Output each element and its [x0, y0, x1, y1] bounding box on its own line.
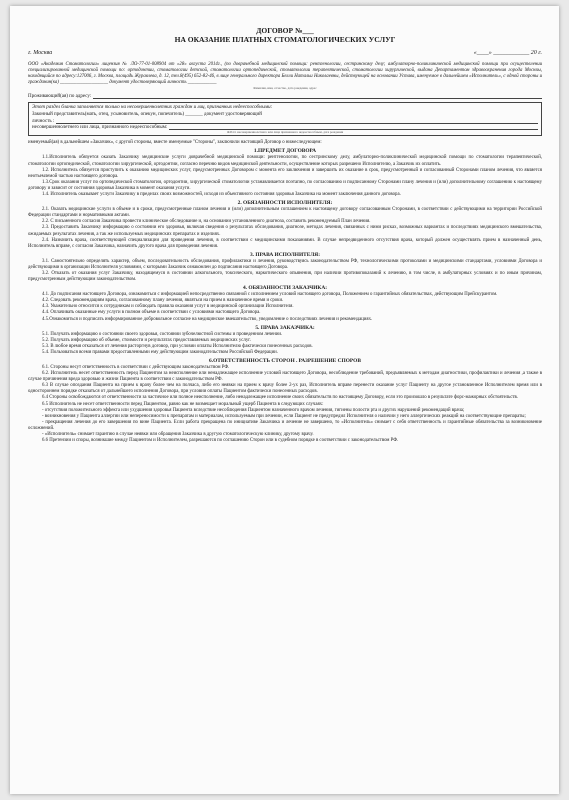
- clause-paragraph: 4.3. Уважительно относится к сотрудникам и соблюдать правила оказания услуг в медицинской организации Исполнителя.: [42, 304, 294, 310]
- place-date-row: [28, 50, 542, 56]
- clause-paragraph: 3.1. Самостоятельно определять характер, объем, последовательность обследования, профилактики и лечения, руководствуясь законодательством РФ, технологическими протоколами и медицинскими стандартами, условиями Договора и действующими в организации Исполнителя условиями, с которыми Заказчик ознакомлен до подписания настоящего Договора.: [28, 258, 542, 270]
- representative-box: [28, 102, 542, 136]
- clause-paragraph: 4.4. Оплачивать оказанные ему услуги в полном объеме в соответствии с условиями настоящего Договора.: [42, 310, 261, 316]
- clause-paragraph: 6.2. Исполнитель несет ответственность перед Пациентом за неисполнение или ненадлежащее исполнение условий настоящего Договора, несоблюдение требований, предъявляемых к методам диагностики, профилактики и лечения ,а также в случае причинения вреда здоровью и жизни Пациента в соответствии с законодательством РФ.: [28, 371, 542, 383]
- fio-hint: Фамилия, имя, отчество, дата рождения, адрес: [253, 86, 317, 91]
- clause-paragraph: 5.4. Пользоваться всеми правами предоставленными ему действующим законодательством Российской Федерации.: [42, 349, 278, 355]
- clause-paragraph: 4.5.Ознакомиться и подписать информированное добровольное согласие на медицинское вмешательство, уведомление о последствиях лечения и рекомендациях.: [42, 316, 373, 322]
- contract-date: «____» ____________ 20 г.: [473, 50, 542, 56]
- clause-paragraph: 2.1. Оказать медицинские услуги в объеме и в сроки, предусмотренные планом лечения и (или) дополнительным соглашением к настоящему договору согласованным Сторонами, в соответствии с действующими на территории Российской Федерации стандартами и нормативными актами.: [28, 207, 542, 219]
- address-row: [28, 93, 542, 99]
- section-title: 3. ПРАВА ИСПОЛНИТЕЛЯ:: [249, 251, 320, 258]
- clause-paragraph: 5.2. Получать информацию об объеме, стоимости и результатах предоставляемых медицинских услуг.: [42, 337, 251, 343]
- address-line: [93, 93, 542, 99]
- intro-paragraph: ООО «Академия Стоматологии» лицензия № ЛО-77-01-008904 от «28» августа 2014г., (по доврачебной медицинской помощи: рентгенологии, сестринскому делу; амбулаторно-поликлинической медицинской помощи при осуществлении специализированной медицинской помощи по: ортодонтии, стоматологии детской, стоматологии ортопедической, стоматологии терапевтической, стоматологии хирургической, выдана Департаментом здравоохранения города Москвы, находящийся по адресу:127006, г. Москва, площадь Журавлева, д. 12, тел.8(495) 652-82-46, в лице генерального директора Белли Натальи Николаевны, действующей на основании Устава, именуемое в дальнейшем «Исполнитель», с одной стороны и гражданин(ка) ____________________ документ удостоверяющий личность ____________: [28, 62, 542, 86]
- box-line-2: личность :: [32, 119, 55, 125]
- city: г. Москва: [28, 50, 53, 56]
- clause-paragraph: 2.3. Предоставить Заказчику информацию о состоянии его здоровья, включая сведения о результатах обследования, диагнозе, методах лечения, связанных с ними рисках, возможных вариантах и последствиях медицинского вмешательства, ожидаемых результатах лечения, а так же используемых медицинских препаратах и изделиях.: [28, 225, 542, 237]
- clause-paragraph: 6.3 В случае опоздания Пациента на прием к врачу более чем на полчаса, либо его неявки на прием к врачу более 2-ух раз, Исполнитель вправе перенести оказание услуг Пациенту на другое установленное Исполнителем время или в одностороннем порядке отказаться от дальнейшего исполнения Договора, при условии оплаты Пациентом фактически понесенных расходов.: [28, 383, 542, 395]
- box-line-3: несовершеннолетнего или лица, признанного недееспособным:: [32, 125, 168, 131]
- clause-paragraph: 1.3.Срок оказания услуг по ортопедической стоматологии, ортодонтии, хирургической стоматологии устанавливается поэтапно, по согласованию и подписанному Сторонами плану лечения и (или) дополнительному соглашению к настоящему договору и зависит от состояния здоровья Заказчика в момент оказания услуги.: [28, 179, 542, 191]
- clause-paragraph: 6.4 Стороны освобождаются от ответственности за частичное или полное неисполнение, либо ненадлежащее исполнение своих обязательств по настоящему Договору, если это произошло в результате форс-мажорных обстоятельств.: [42, 395, 519, 401]
- clause-paragraph: 4.1. До подписания настоящего Договора, ознакомиться с информацией непосредственно связанной с исполнением условий настоящего договора, Положением о гарантийных обязательствах, действующим Прейскурантом.: [42, 292, 498, 298]
- clause-paragraph: - прекращения лечения до его завершения по вине Пациента. Если работа прекращена по инициативе Заказчика и лечение не завершено, то «Исполнитель» снимает с себя ответственность и гарантийные обязательства за возникновение осложнений.: [28, 419, 542, 431]
- clause-paragraph: 2.4. Назначить врача, соответствующей специализации для проведения лечения, в соответствии с медицинскими показаниями. В случае непредвиденного отсутствия врача, который должен осуществлять прием в назначенный день, Исполнитель вправе, с согласия Заказчика, назначить другого врача для проведения лечения.: [28, 237, 542, 249]
- section-title: 4. ОБЯЗАННОСТИ ЗАКАЗЧИКА:: [242, 285, 328, 292]
- section-title: 6.ОТВЕТСТВЕННОСТЬ СТОРОН . РАЗРЕШЕНИЕ СПОРОВ: [209, 358, 361, 364]
- document-body: [28, 26, 542, 444]
- box-line-1: Законный представитель(мать, отец, усыновитель, опекун, попечитель) _______ документ удостоверяющий: [32, 112, 262, 118]
- contract-subtitle: НА ОКАЗАНИЕ ПЛАТНЫХ СТОМАТОЛОГИЧЕСКИХ УСЛУГ: [174, 35, 396, 44]
- clause-paragraph: 3.2. Отказать от оказания услуг Заказчику, находящемуся в состоянии алкогольного, токсического, наркотического опьянения, при наличии противопоказаний к лечению, в том числе, в амбулаторных условиях и по иным причинам, предусмотренным действующим законодательством.: [28, 270, 542, 283]
- clause-paragraph: 4.2. Следовать рекомендациям врача, согласованному плану лечения, являться на прием в назначенное время и сроки.: [42, 298, 284, 304]
- clause-paragraph: - отсутствия положительного эффекта или ухудшения здоровья Пациента вследствие несоблюдения Пациентом назначенного врачом лечения, гигиены полости рта и других нарушений рекомендаций врача;: [42, 407, 465, 413]
- box-hint: Ф.И.О. несовершеннолетнего или лица признанного недееспособным, дата рождения: [226, 130, 344, 135]
- box-note: Этот раздел бланка заполняется только на несовершеннолетних граждан и лиц, признанных недееспособными:: [32, 105, 273, 111]
- box-line-3-rule: [169, 124, 538, 130]
- section-title: 5. ПРАВА ЗАКАЗЧИКА:: [255, 324, 315, 331]
- clause-paragraph: 6.6 Претензии и споры, возникшие между Пациентом и Исполнителем, разрешаются по соглашению Сторон или в судебном порядке в соответствии с законодательством РФ.: [42, 438, 399, 444]
- clause-paragraph: 5.1. Получать информацию о состоянии своего здоровья, состоянии зубочелюстной системы и проведенном лечении.: [42, 331, 283, 337]
- clause-paragraph: 6.1. Стороны несут ответственность в соответствии с действующим законодательством РФ.: [42, 365, 230, 370]
- section-title: 1.ПРЕДМЕТ ДОГОВОРА: [253, 148, 317, 155]
- contract-sections: [28, 148, 542, 444]
- clause-paragraph: 1.1.Исполнитель обязуется оказать Заказчику медицинские услуги доврачебной медицинской помощи: рентгенологии, по сестринскому делу, амбулаторно-поликлинической медицинской помощи по стоматологии терапевтической, стоматологии ортопедической, стоматологии хирургической, ортодонтии, согласно перечню видов медицинской деятельности, осуществление которых разрешено Исполнителю, а Заказчик их оплатить.: [28, 155, 542, 167]
- address-label: Проживающий(ая) по адресу:: [28, 94, 92, 100]
- clause-paragraph: 1.2. Исполнитель обязуется приступить к оказанию медицинских услуг, предусмотренных Договором с момента его заключения и завершить их оказание в срок, предусмотренный и согласованный Сторонами планом лечения, что является неотъемлемой частью настоящего договора.: [28, 167, 542, 179]
- contract-title: ДОГОВОР №___: [256, 26, 314, 35]
- clause-paragraph: 5.3. В любое время отказаться от лечения расторгнув договор, при условии оплаты Исполнителю фактически понесенных расходов.: [42, 343, 313, 349]
- clause-paragraph: - «Исполнитель» снимает гарантию в случае неявки или обращения Заказчика в другую стоматологическую клинику, другому врачу.: [42, 432, 314, 438]
- clause-paragraph: 2.2. С письменного согласия Заказчика провести клиническое обследование и, на основании установленного диагноза, составить рекомендуемый План лечения.: [42, 219, 371, 225]
- clause-paragraph: 1.4. Исполнитель оказывает услуги Заказчику в пределах своих возможностей, исходя из объективного состояния здоровья Заказчика на момент заключения данного договора.: [42, 192, 401, 198]
- parties-paragraph: именуемый(ая) в дальнейшем «Заказчик», с другой стороны, вместе именуемые "Стороны", заключили настоящий Договор о нижеследующем:: [28, 140, 322, 146]
- document-page: [10, 6, 559, 794]
- section-title: 2. ОБЯЗАННОСТИ ИСПОЛНИТЕЛЯ:: [237, 200, 333, 207]
- clause-paragraph: - возникновения у Пациента аллергии или непереносимости к препаратам и материалам, используемым при лечении, если Пациент не предупредил Исполнителя о наличии у него аллергических реакций на соответствующие препараты;: [42, 413, 526, 419]
- clause-paragraph: 6.5 Исполнитель не несет ответственности перед Пациентом, равно как не возмещает моральный ущерб Пациента в следующих случаях:: [42, 401, 324, 407]
